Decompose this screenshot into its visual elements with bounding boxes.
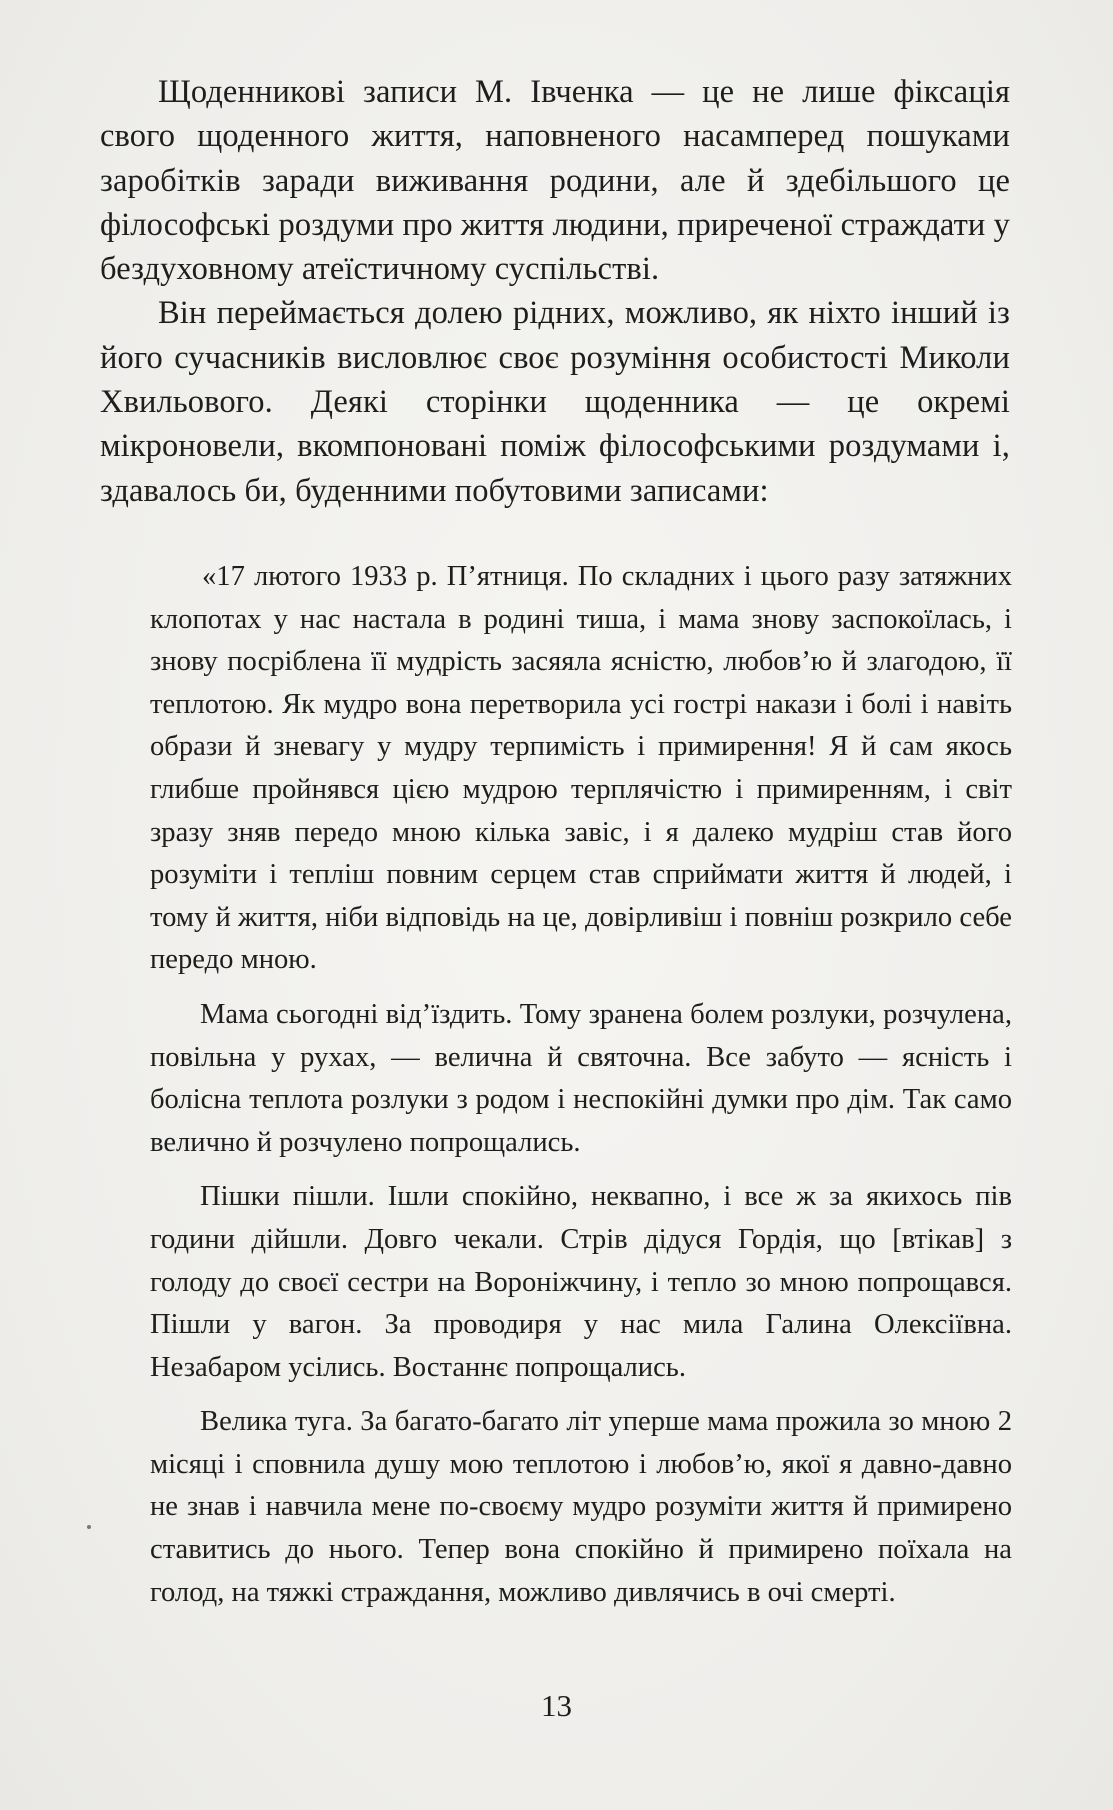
paragraph: Щоденникові записи М. Івченка — це не лише фіксація свого щоденного життя, наповненого насамперед пошуками заробітків заради виживання родини, але й здебільшого це філософські роздуми про життя людини, приреченої страждати у бездуховному атеїстичному суспільстві. bbox=[100, 74, 1010, 288]
quote-paragraph: Мама сьогодні від’їздить. Тому зранена болем розлуки, розчулена, повільна у рухах, — велична й святочна. Все забуто — ясність і болісна теплота розлуки з родом і неспокійні думки про дім. Так само велично й розчулено попрощались. bbox=[150, 998, 1012, 1158]
diary-quote bbox=[150, 556, 1012, 1614]
quote-paragraph: Пішки пішли. Ішли спокійно, неквапно, і все ж за якихось пів години дійшли. Довго чекали. Стрів дідуся Гордія, що [втікав] з голоду до своєї сестри на Вороніжчину, і тепло зо мною попрощався. Пішли у вагон. За проводиря у нас мила Галина Олексіївна. Незабаром усілись. Востаннє попрощались. bbox=[150, 1181, 1012, 1383]
quote-paragraph: Велика туга. За багато-багато літ уперше мама прожила зо мною 2 місяці і сповнила душу мою теплотою і любов’ю, якої я давно-давно не знав і навчила мене по-своєму мудро розуміти життя й примирено ставитись до нього. Тепер вона спокійно й примирено поїхала на голод, на тяжкі страждання, можливо дивлячись в очі смерті. bbox=[150, 1406, 1012, 1608]
paragraph: Він переймається долею рідних, можливо, як ніхто інший із його сучасників висловлює своє розуміння особистості Миколи Хвильового. Деякі сторінки щоденника — це окремі мікроновели, вкомпоновані поміж філософськими роздумами і, здавалось би, буденними побутовими записами: bbox=[100, 295, 1010, 509]
quote-paragraph: «17 лютого 1933 р. П’ятниця. По складних і цього разу затяжних клопотах у нас настала в родині тиша, і мама знову заспокоїлась, і знову посріблена її мудрість засяяла ясністю, любов’ю й злагодою, її теплотою. Як мудро вона перетворила усі гострі накази і болі і навіть образи й зневагу у мудру терпимість і примирення! Я й сам якось глибше пройнявся цією мудрою терплячістю і примиренням, і світ зразу зняв передо мною кілька завіс, і я далеко мудріш став його розуміти і тепліш повним серцем став сприймати життя й людей, і тому й життя, ніби відповідь на це, довірливіш і повніш розкрило себе передо мною. bbox=[150, 561, 1012, 976]
page-number: 13 bbox=[541, 1688, 572, 1723]
paper-speck bbox=[87, 1525, 91, 1529]
intro-text bbox=[100, 70, 1010, 513]
